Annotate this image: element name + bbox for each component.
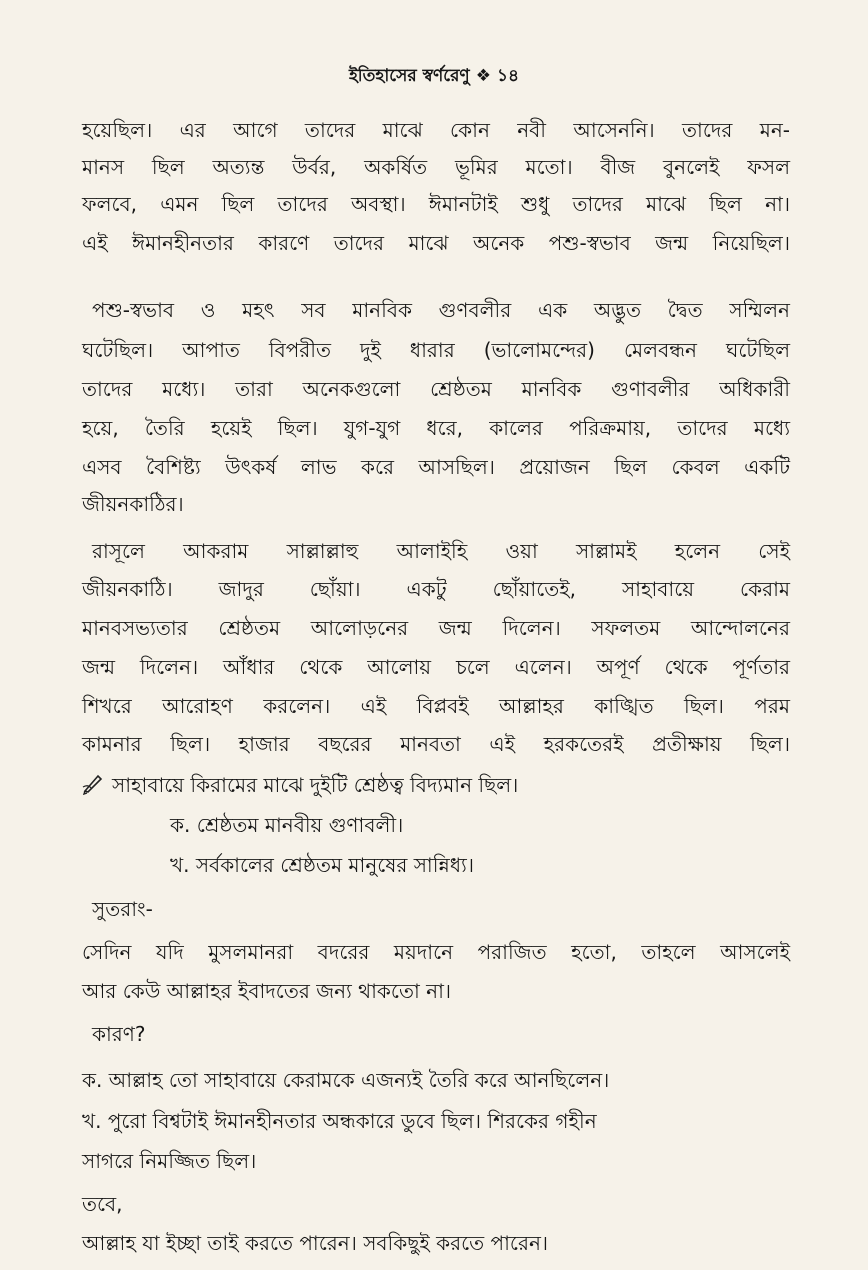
text-line: এসব বৈশিষ্ট্য উৎকর্ষ লাভ করে আসছিল। প্রয়োজন ছিল কেবল একটি [82,455,790,479]
text-line: সেদিন যদি মুসলমানরা বদরের ময়দানে পরাজিত হতো, তাহলে আসলেই [82,940,790,964]
text-line: তবে, [82,1192,123,1216]
text-line: ঘটেছিল। আপাত বিপরীত দুই ধারার (ভালোমন্দের) মেলবন্ধন ঘটেছিল [82,338,790,362]
text-line: হয়েছিল। এর আগে তাদের মাঝে কোন নবী আসেননি। তাদের মন- [82,118,790,142]
text-line: আর কেউ আল্লাহর ইবাদতের জন্য থাকতো না। [82,979,452,1003]
list-item: ক. শ্রেষ্ঠতম মানবীয় গুণাবলী। [170,813,404,837]
text-line: মানস ছিল অত্যন্ত উর্বর, অকর্ষিত ভূমির মতো। বীজ বুনলেই ফসল [82,155,790,179]
text-line: আল্লাহ যা ইচ্ছা তাই করতে পারেন। সবকিছুই করতে পারেন। [82,1231,549,1255]
text-line: কারণ? [92,1022,146,1046]
pen-bullet-icon [82,771,104,795]
page-number: ১৪ [496,66,520,86]
text-line: জীয়নকাঠির। [82,492,184,516]
text-line: তাদের মধ্যে। তারা অনেকগুলো শ্রেষ্ঠতম মানবিক গুণাবলীর অধিকারী [82,377,790,401]
list-item: খ. পুরো বিশ্বটাই ঈমানহীনতার অন্ধকারে ডুবে ছিল। শিরকের গহীন [82,1109,597,1133]
separator-ornament: ❖ [475,66,491,86]
text-line: মানবসভ্যতার শ্রেষ্ঠতম আলোড়নের জন্ম দিলেন। সফলতম আন্দোলনের [82,616,790,640]
list-item: খ. সর্বকালের শ্রেষ্ঠতম মানুষের সান্নিধ্য। [170,853,475,877]
text-line: জন্ম দিলেন। আঁধার থেকে আলোয় চলে এলেন। অপূর্ণ থেকে পূর্ণতার [82,655,790,679]
text-line: হয়ে, তৈরি হয়েই ছিল। যুগ-যুগ ধরে, কালের পরিক্রমায়, তাদের মধ্যে [82,416,790,440]
text-line: সাগরে নিমজ্জিত ছিল। [82,1149,257,1173]
text-line: পশু-স্বভাব ও মহৎ সব মানবিক গুণবলীর এক অদ্ভুত দ্বৈত সম্মিলন [92,298,790,322]
text-line: কামনার ছিল। হাজার বছরের মানবতা এই হরকতেরই প্রতীক্ষায় ছিল। [82,732,790,756]
text-line: সাহাবায়ে কিরামের মাঝে দুইটি শ্রেষ্ঠত্ব বিদ্যমান ছিল। [112,773,519,797]
text-line: জীয়নকাঠি। জাদুর ছোঁয়া। একটু ছোঁয়াতেই, সাহাবায়ে কেরাম [82,577,790,601]
text-line: রাসূলে আকরাম সাল্লাল্লাহু আলাইহি ওয়া সাল্লামই হলেন সেই [92,539,790,563]
text-line: ফলবে, এমন ছিল তাদের অবস্থা। ঈমানটাই শুধু তাদের মাঝে ছিল না। [82,192,790,216]
text-line: এই ঈমানহীনতার কারণে তাদের মাঝে অনেক পশু-স্বভাব জন্ম নিয়েছিল। [82,231,790,255]
book-title: ইতিহাসের স্বর্ণরেণু [348,66,470,86]
text-line: সুতরাং- [92,897,153,921]
text-line: শিখরে আরোহণ করলেন। এই বিপ্লবই আল্লাহর কাঙ্খিত ছিল। পরম [82,694,790,718]
list-item: ক. আল্লাহ তো সাহাবায়ে কেরামকে এজন্যই তৈরি করে আনছিলেন। [82,1068,610,1092]
running-header [0,64,868,88]
